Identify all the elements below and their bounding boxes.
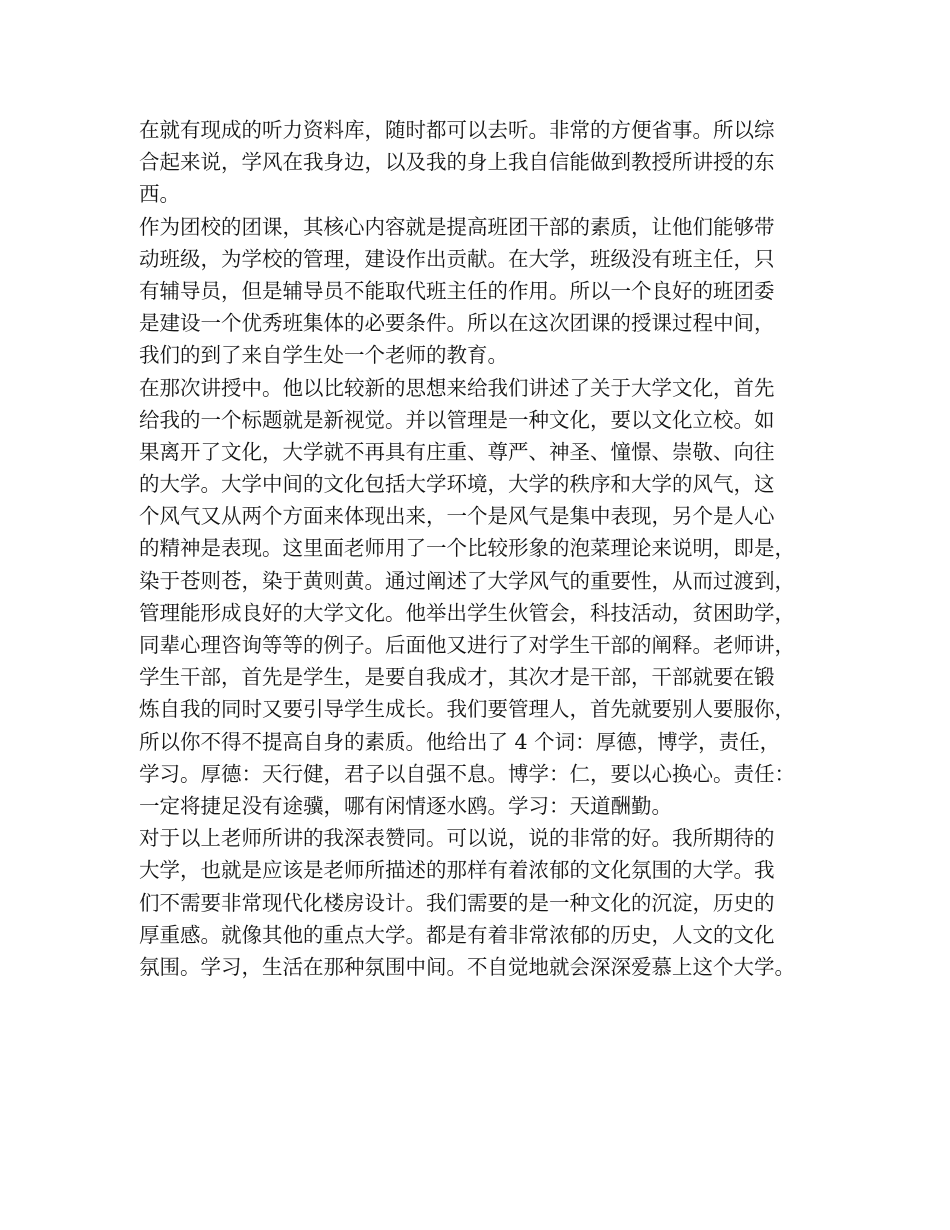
text-line: 炼自我的同时又要引导学生成长。我们要管理人，首先就要别人要服你， bbox=[139, 697, 795, 722]
text-line: 给我的一个标题就是新视觉。并以管理是一种文化，要以文化立校。如 bbox=[139, 407, 775, 432]
text-line: 管理能形成良好的大学文化。他举出学生伙管会，科技活动，贫困助学， bbox=[139, 600, 795, 625]
text-line: 在那次讲授中。他以比较新的思想来给我们讲述了关于大学文化，首先 bbox=[139, 375, 775, 400]
text-line: 我们的到了来自学生处一个老师的教育。 bbox=[139, 343, 508, 368]
text-line: 动班级，为学校的管理，建设作出贡献。在大学，班级没有班主任，只 bbox=[139, 246, 775, 271]
text-line: 染于苍则苍，染于黄则黄。通过阐述了大学风气的重要性，从而过渡到， bbox=[139, 568, 795, 593]
text-line: 是建设一个优秀班集体的必要条件。所以在这次团课的授课过程中间， bbox=[139, 311, 775, 336]
text-line: 有辅导员，但是辅导员不能取代班主任的作用。所以一个良好的班团委 bbox=[139, 278, 775, 303]
text-line: 的精神是表现。这里面老师用了一个比较形象的泡菜理论来说明，即是， bbox=[139, 536, 795, 561]
text-line: 西。 bbox=[139, 182, 180, 207]
text-line: 合起来说，学风在我身边，以及我的身上我自信能做到教授所讲授的东 bbox=[139, 150, 775, 175]
body-text bbox=[139, 114, 839, 983]
text-line: 所以你不得不提高自身的素质。他给出了 4 个词：厚德，博学，责任， bbox=[139, 729, 781, 754]
text-line: 同辈心理咨询等等的例子。后面他又进行了对学生干部的阐释。老师讲， bbox=[139, 633, 795, 657]
text-line: 作为团校的团课，其核心内容就是提高班团干部的素质，让他们能够带 bbox=[139, 214, 775, 239]
text-line: 学习。厚德：天行健，君子以自强不息。博学：仁，要以心换心。责任： bbox=[139, 761, 795, 786]
text-line: 个风气又从两个方面来体现出来，一个是风气是集中表现，另个是人心 bbox=[139, 504, 775, 529]
text-line: 对于以上老师所讲的我深表赞同。可以说，说的非常的好。我所期待的 bbox=[139, 826, 775, 851]
text-line: 的大学。大学中间的文化包括大学环境，大学的秩序和大学的风气，这 bbox=[139, 472, 775, 497]
text-line: 大学，也就是应该是老师所描述的那样有着浓郁的文化氛围的大学。我 bbox=[139, 858, 775, 883]
text-line: 在就有现成的听力资料库，随时都可以去听。非常的方便省事。所以综 bbox=[139, 118, 775, 142]
text-line: 氛围。学习，生活在那种氛围中间。不自觉地就会深深爱慕上这个大学。 bbox=[139, 954, 795, 979]
text-line: 果离开了文化，大学就不再具有庄重、尊严、神圣、憧憬、崇敬、向往 bbox=[139, 439, 775, 464]
text-line: 厚重感。就像其他的重点大学。都是有着非常浓郁的历史，人文的文化 bbox=[139, 922, 775, 947]
text-line: 一定将捷足没有途骥，哪有闲情逐水鸥。学习：天道酬勤。 bbox=[139, 793, 672, 818]
text-line: 学生干部，首先是学生，是要自我成才，其次才是干部，干部就要在锻 bbox=[139, 665, 775, 690]
text-line: 们不需要非常现代化楼房设计。我们需要的是一种文化的沉淀，历史的 bbox=[139, 890, 775, 915]
